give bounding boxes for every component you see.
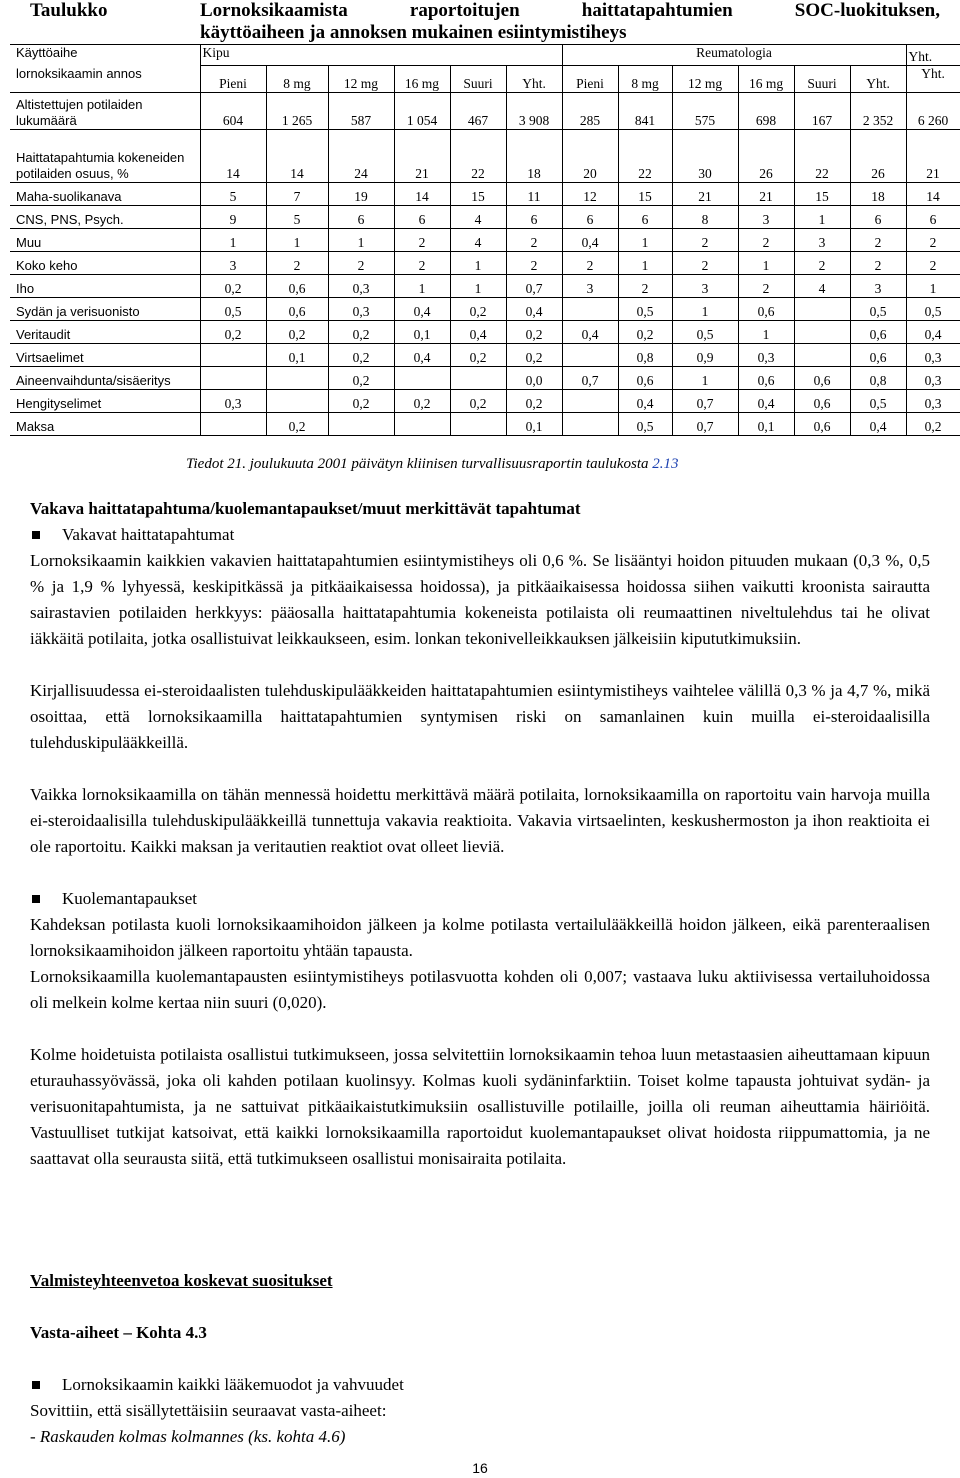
table-cell: 5 <box>266 206 328 229</box>
table-cell <box>794 298 850 321</box>
table-cell: 0,6 <box>850 344 906 367</box>
table-cell: 15 <box>794 183 850 206</box>
page-number: 16 <box>472 1460 488 1476</box>
table-cell: 0,5 <box>618 413 672 436</box>
table-cell: 167 <box>794 93 850 130</box>
table-cell: 0,2 <box>506 390 562 413</box>
table-row <box>10 183 960 206</box>
table-cell: 15 <box>450 183 506 206</box>
source-note-text: Tiedot 21. joulukuuta 2001 päivätyn kliinisen turvallisuusraportin taulukosta <box>186 456 653 472</box>
table-cell: 0,1 <box>738 413 794 436</box>
table-cell: 0,2 <box>450 390 506 413</box>
para-rare-reactions: Vaikka lornoksikaamilla on tähän mennessä hoidettu merkittävä määrä potilaita, lornoksikaamilla on raportoitu vain harvoja muilla ei-steroidaalisilla tulehduskipulääkkeillä tunnettuja vakavia reaktioita. Vakavia virtsaelinten, keskushermoston ja ihon reaktioita ei ole raportoitu. Kaikki maksan ja veritautien reaktiot ovat olleet lieviä. <box>30 785 930 856</box>
table-cell: 3 <box>562 275 618 298</box>
table-cell: 1 <box>906 275 960 298</box>
table-cell: 0,4 <box>850 413 906 436</box>
table-cell: 1 054 <box>394 93 450 130</box>
table-cell: 30 <box>672 130 738 183</box>
table-cell: 0,4 <box>562 229 618 252</box>
table-cell: 24 <box>328 130 394 183</box>
table-cell: 0,7 <box>562 367 618 390</box>
row-label: Muu <box>10 229 200 252</box>
table-cell <box>794 321 850 344</box>
table-cell: 1 <box>738 321 794 344</box>
row-label: Maha-suolikanava <box>10 183 200 206</box>
table-cell <box>200 413 266 436</box>
table-cell: 2 <box>794 252 850 275</box>
table-cell: 21 <box>906 130 960 183</box>
table-row <box>10 275 960 298</box>
dose-header: Pieni <box>562 66 618 93</box>
table-cell: 21 <box>738 183 794 206</box>
table-row <box>10 229 960 252</box>
table-cell: 0,3 <box>738 344 794 367</box>
table-row <box>10 130 960 183</box>
table-cell: 0,4 <box>506 298 562 321</box>
table-cell: 6 260 <box>906 93 960 130</box>
row-label-indication: Käyttöaihe <box>10 45 200 66</box>
table-title <box>200 0 940 44</box>
table-row <box>10 93 960 130</box>
table-cell: 4 <box>450 229 506 252</box>
table-row <box>10 206 960 229</box>
table-cell: 0,2 <box>394 390 450 413</box>
table-row <box>10 321 960 344</box>
table-cell: 285 <box>562 93 618 130</box>
table-cell: 3 <box>850 275 906 298</box>
table-cell: 0,5 <box>618 298 672 321</box>
table-cell: 0,2 <box>506 344 562 367</box>
table-cell: 0,6 <box>266 275 328 298</box>
section1-heading: Vakava haittatapahtuma/kuolemantapaukset/muut merkittävät tapahtumat <box>30 499 581 518</box>
table-title-line2: käyttöaiheen ja annoksen mukainen esiintymistiheys <box>200 22 627 43</box>
table-cell: 3 908 <box>506 93 562 130</box>
dose-header: 8 mg <box>266 66 328 93</box>
table-cell: 0,1 <box>266 344 328 367</box>
table-cell <box>562 344 618 367</box>
table-cell: 1 <box>618 229 672 252</box>
table-cell <box>200 344 266 367</box>
table-cell: 0,6 <box>794 390 850 413</box>
table-title-line1: Lornoksikaamista raportoitujen haittatapahtumien SOC-luokituksen, <box>200 0 940 21</box>
table-cell: 2 <box>506 252 562 275</box>
table-cell: 3 <box>738 206 794 229</box>
section-serious-events <box>30 496 930 1172</box>
row-label: Maksa <box>10 413 200 436</box>
table-cell: 2 <box>906 229 960 252</box>
para-serious-rate: Lornoksikaamin kaikkien vakavien haittatapahtumien esiintymistiheys oli 0,6 %. Se lisääntyi hoidon pituuden mukaan (0,3 %, 0,5 % ja 1,9 % lyhyessä, keskipitkässä ja pitkäaikaisessa hoidossa), ja pitkäaikaisessa hoidossa siihen vaikutti kroonista sairautta sairastavien potilaiden herkkyys: pääosalla haittatapahtumia kokeneista potilaista oli reumaattinen niveltulehdus tai he olivat iäkkäitä potilaita, jotka osallistuivat leikkaukseen, esim. lonkan tekonivelleikkauksen jälkeisiin kipututkimuksiin. <box>30 551 930 648</box>
row-label: Aineenvaihdunta/sisäeritys <box>10 367 200 390</box>
table-cell: 8 <box>672 206 738 229</box>
table-row <box>10 413 960 436</box>
table-cell: 21 <box>394 130 450 183</box>
table-cell: 0,2 <box>200 321 266 344</box>
table-cell: 0,4 <box>618 390 672 413</box>
table-cell: 0,2 <box>328 367 394 390</box>
table-cell: 698 <box>738 93 794 130</box>
table-cell: 0,5 <box>200 298 266 321</box>
table-cell: 6 <box>506 206 562 229</box>
dose-header: Suuri <box>794 66 850 93</box>
table-cell <box>394 413 450 436</box>
table-cell: 7 <box>266 183 328 206</box>
table-cell: 0,2 <box>328 321 394 344</box>
table-cell: 1 <box>618 252 672 275</box>
table-cell: 26 <box>738 130 794 183</box>
dose-header: Yht. <box>850 66 906 93</box>
table-cell: 587 <box>328 93 394 130</box>
table-cell: 21 <box>672 183 738 206</box>
bullet-serious-events <box>30 522 930 548</box>
table-row <box>10 367 960 390</box>
dose-header: 8 mg <box>618 66 672 93</box>
table-cell: 0,6 <box>738 298 794 321</box>
table-cell: 0,9 <box>672 344 738 367</box>
table-cell: 0,5 <box>906 298 960 321</box>
table-cell <box>394 367 450 390</box>
table-cell: 0,2 <box>450 344 506 367</box>
table-cell: 0,3 <box>200 390 266 413</box>
bullet-deaths <box>30 886 930 912</box>
table-cell: 2 <box>672 229 738 252</box>
table-cell: 2 <box>906 252 960 275</box>
table-cell: 2 <box>394 252 450 275</box>
table-cell: 15 <box>618 183 672 206</box>
table-cell: 3 <box>200 252 266 275</box>
table-cell <box>450 413 506 436</box>
table-cell <box>562 413 618 436</box>
table-cell: 22 <box>618 130 672 183</box>
table-cell: 0,2 <box>266 321 328 344</box>
dose-header: 12 mg <box>328 66 394 93</box>
table-cell <box>562 298 618 321</box>
bullet-square-icon <box>32 531 40 539</box>
table-cell <box>450 367 506 390</box>
table-cell: 841 <box>618 93 672 130</box>
table-cell: 1 <box>450 275 506 298</box>
group-pain: Kipu <box>200 45 562 66</box>
adverse-events-table <box>10 44 960 436</box>
table-cell: 0,2 <box>200 275 266 298</box>
table-cell: 18 <box>506 130 562 183</box>
source-ref-link[interactable]: 2.13 <box>652 456 679 472</box>
table-cell: 6 <box>850 206 906 229</box>
table-cell <box>266 390 328 413</box>
table-cell: 0,5 <box>672 321 738 344</box>
table-cell: 9 <box>200 206 266 229</box>
dose-header: 12 mg <box>672 66 738 93</box>
table-cell: 0,2 <box>618 321 672 344</box>
table-cell: 6 <box>906 206 960 229</box>
table-row <box>10 252 960 275</box>
row-label: Veritaudit <box>10 321 200 344</box>
table-cell: 2 <box>506 229 562 252</box>
para-literature: Kirjallisuudessa ei-steroidaalisten tulehduskipulääkkeiden haittatapahtumien esiintymistiheys vaihtelee välillä 0,3 % ja 4,7 %, mikä osoittaa, että lornoksikaamilla haittatapahtumien syntymisen riski on samanlainen kuin muilla ei-steroidaalisilla tulehduskipulääkkeillä. <box>30 681 930 752</box>
table-cell: 26 <box>850 130 906 183</box>
section-spc-recommendations <box>30 1268 930 1450</box>
table-cell: 0,4 <box>394 298 450 321</box>
para-deaths-causes: Kolme hoidetuista potilaista osallistui tutkimukseen, jossa selvitettiin lornoksikaamin tehoa luun metastaasien aiheuttamaan kipuun eturauhassyövässä, joka oli kahden potilaan kuolinsyy. Kolmas kuoli sydäninfarktiin. Toiset kolme tapausta johtuivat sydän- ja verisuonitapahtumista, ja ne sattuivat pitkäaikaistutkimuksiin osallistuville potilaille, joilla oli reuman aiheuttamia häiriöitä. Vastuulliset tutkijat katsoivat, että kaikki lornoksikaamilla raportoidut kuolemantapaukset olivat hoidosta riippumattomia, ja ne saattavat olla seurausta siitä, että tutkimukseen osallistui monisairaita potilaita. <box>30 1045 930 1168</box>
table-cell: 1 <box>450 252 506 275</box>
dose-header: Suuri <box>450 66 506 93</box>
table-cell: 4 <box>794 275 850 298</box>
group-total: Yht. <box>906 45 960 66</box>
table-cell: 2 <box>672 252 738 275</box>
row-label: Virtsaelimet <box>10 344 200 367</box>
table-cell: 22 <box>794 130 850 183</box>
table-cell <box>200 367 266 390</box>
bullet2-text: Kuolemantapaukset <box>62 889 198 908</box>
table-cell: 6 <box>618 206 672 229</box>
row-label: Koko keho <box>10 252 200 275</box>
table-cell: 2 <box>738 229 794 252</box>
table-cell: 0,3 <box>328 275 394 298</box>
table-cell <box>266 367 328 390</box>
table-cell: 2 <box>850 229 906 252</box>
para-deaths-rate: Lornoksikaamilla kuolemantapausten esiintymistiheys potilasvuotta kohden oli 0,007; vastaava luku aktiivisessa vertailuhoidossa oli melkein kolme kertaa niin suuri (0,020). <box>30 967 930 1012</box>
table-cell: 1 <box>672 367 738 390</box>
table-cell: 22 <box>450 130 506 183</box>
table-source-note <box>186 456 679 473</box>
dose-header: Yht. <box>506 66 562 93</box>
table-cell: 0,7 <box>672 390 738 413</box>
table-cell: 1 <box>738 252 794 275</box>
table-cell: 0,1 <box>394 321 450 344</box>
bullet-all-forms <box>30 1372 930 1398</box>
table-cell: 0,2 <box>328 390 394 413</box>
table-cell: 5 <box>200 183 266 206</box>
row-label: Altistettujen potilaiden lukumäärä <box>10 93 200 130</box>
table-cell: 3 <box>794 229 850 252</box>
table-cell: 4 <box>450 206 506 229</box>
table-cell: 0,2 <box>906 413 960 436</box>
section2-bullet-text: Lornoksikaamin kaikki lääkemuodot ja vahvuudet <box>62 1375 404 1394</box>
table-cell: 3 <box>672 275 738 298</box>
table-cell: 467 <box>450 93 506 130</box>
table-cell: 1 <box>672 298 738 321</box>
section2-heading: Valmisteyhteenvetoa koskevat suositukset <box>30 1271 333 1290</box>
contraindication-item: - Raskauden kolmas kolmannes (ks. kohta 4.6) <box>30 1427 346 1446</box>
table-cell: 0,6 <box>794 413 850 436</box>
table-cell: 0,7 <box>672 413 738 436</box>
para-deaths-count: Kahdeksan potilasta kuoli lornoksikaamihoidon jälkeen ja kolme potilasta vertailulääkkeillä hoidon jälkeen, eikä parenteraalisen lornoksikaamihoidon jälkeen raportoitu yhtään tapausta. <box>30 915 930 960</box>
table-cell: 0,6 <box>794 367 850 390</box>
table-cell: 2 <box>850 252 906 275</box>
table-cell: 6 <box>394 206 450 229</box>
table-row <box>10 390 960 413</box>
table-cell: 12 <box>562 183 618 206</box>
table-cell: 14 <box>906 183 960 206</box>
table-row <box>10 298 960 321</box>
table-cell: 2 <box>328 252 394 275</box>
table-cell: 14 <box>394 183 450 206</box>
table-cell <box>562 390 618 413</box>
table-cell: 0,2 <box>328 344 394 367</box>
table-cell: 0,4 <box>906 321 960 344</box>
table-cell: 0,0 <box>506 367 562 390</box>
table-cell: 1 <box>200 229 266 252</box>
row-label: CNS, PNS, Psych. <box>10 206 200 229</box>
dose-header: Pieni <box>200 66 266 93</box>
section2-subheading: Vasta-aiheet – Kohta 4.3 <box>30 1323 207 1342</box>
bullet-square-icon <box>32 895 40 903</box>
table-cell: 0,3 <box>906 367 960 390</box>
table-cell <box>794 344 850 367</box>
group-rheumatology: Reumatologia <box>562 45 906 66</box>
table-cell: 2 352 <box>850 93 906 130</box>
table-cell: 0,2 <box>266 413 328 436</box>
table-cell: 18 <box>850 183 906 206</box>
table-cell: 604 <box>200 93 266 130</box>
table-cell: 0,5 <box>850 390 906 413</box>
table-cell: 0,6 <box>738 367 794 390</box>
bullet-square-icon <box>32 1381 40 1389</box>
table-cell: 6 <box>562 206 618 229</box>
section2-line: Sovittiin, että sisällytettäisiin seuraavat vasta-aiheet: <box>30 1401 387 1420</box>
table-cell <box>328 413 394 436</box>
dose-header: Yht. <box>906 66 960 93</box>
row-label: Sydän ja verisuonisto <box>10 298 200 321</box>
row-label-dose: lornoksikaamin annos <box>10 66 200 93</box>
table-row <box>10 344 960 367</box>
table-cell: 0,7 <box>506 275 562 298</box>
table-cell: 1 <box>394 275 450 298</box>
table-cell: 2 <box>738 275 794 298</box>
bullet1-text: Vakavat haittatapahtumat <box>62 525 235 544</box>
table-cell: 2 <box>618 275 672 298</box>
table-cell: 0,3 <box>906 390 960 413</box>
table-cell: 0,3 <box>906 344 960 367</box>
dose-header: 16 mg <box>394 66 450 93</box>
table-cell: 0,4 <box>738 390 794 413</box>
table-cell: 11 <box>506 183 562 206</box>
table-cell: 19 <box>328 183 394 206</box>
table-cell: 20 <box>562 130 618 183</box>
table-cell: 2 <box>394 229 450 252</box>
table-cell: 0,6 <box>266 298 328 321</box>
table-cell: 1 <box>794 206 850 229</box>
table-cell: 0,6 <box>618 367 672 390</box>
table-cell: 2 <box>562 252 618 275</box>
table-cell: 1 <box>266 229 328 252</box>
table-cell: 0,4 <box>450 321 506 344</box>
dose-header: 16 mg <box>738 66 794 93</box>
row-label: Hengityselimet <box>10 390 200 413</box>
table-cell: 0,5 <box>850 298 906 321</box>
table-cell: 1 265 <box>266 93 328 130</box>
row-label: Haittatapahtumia kokeneiden potilaiden osuus, % <box>10 130 200 183</box>
table-label: Taulukko <box>30 0 108 21</box>
table-cell: 0,2 <box>506 321 562 344</box>
table-cell: 1 <box>328 229 394 252</box>
table-cell: 0,2 <box>450 298 506 321</box>
table-cell: 0,1 <box>506 413 562 436</box>
row-label: Iho <box>10 275 200 298</box>
table-cell: 6 <box>328 206 394 229</box>
table-cell: 0,8 <box>850 367 906 390</box>
table-cell: 0,4 <box>562 321 618 344</box>
table-cell: 0,6 <box>850 321 906 344</box>
table-cell: 0,8 <box>618 344 672 367</box>
table-cell: 14 <box>266 130 328 183</box>
table-cell: 2 <box>266 252 328 275</box>
table-cell: 0,4 <box>394 344 450 367</box>
table-cell: 14 <box>200 130 266 183</box>
table-cell: 0,3 <box>328 298 394 321</box>
table-cell: 575 <box>672 93 738 130</box>
